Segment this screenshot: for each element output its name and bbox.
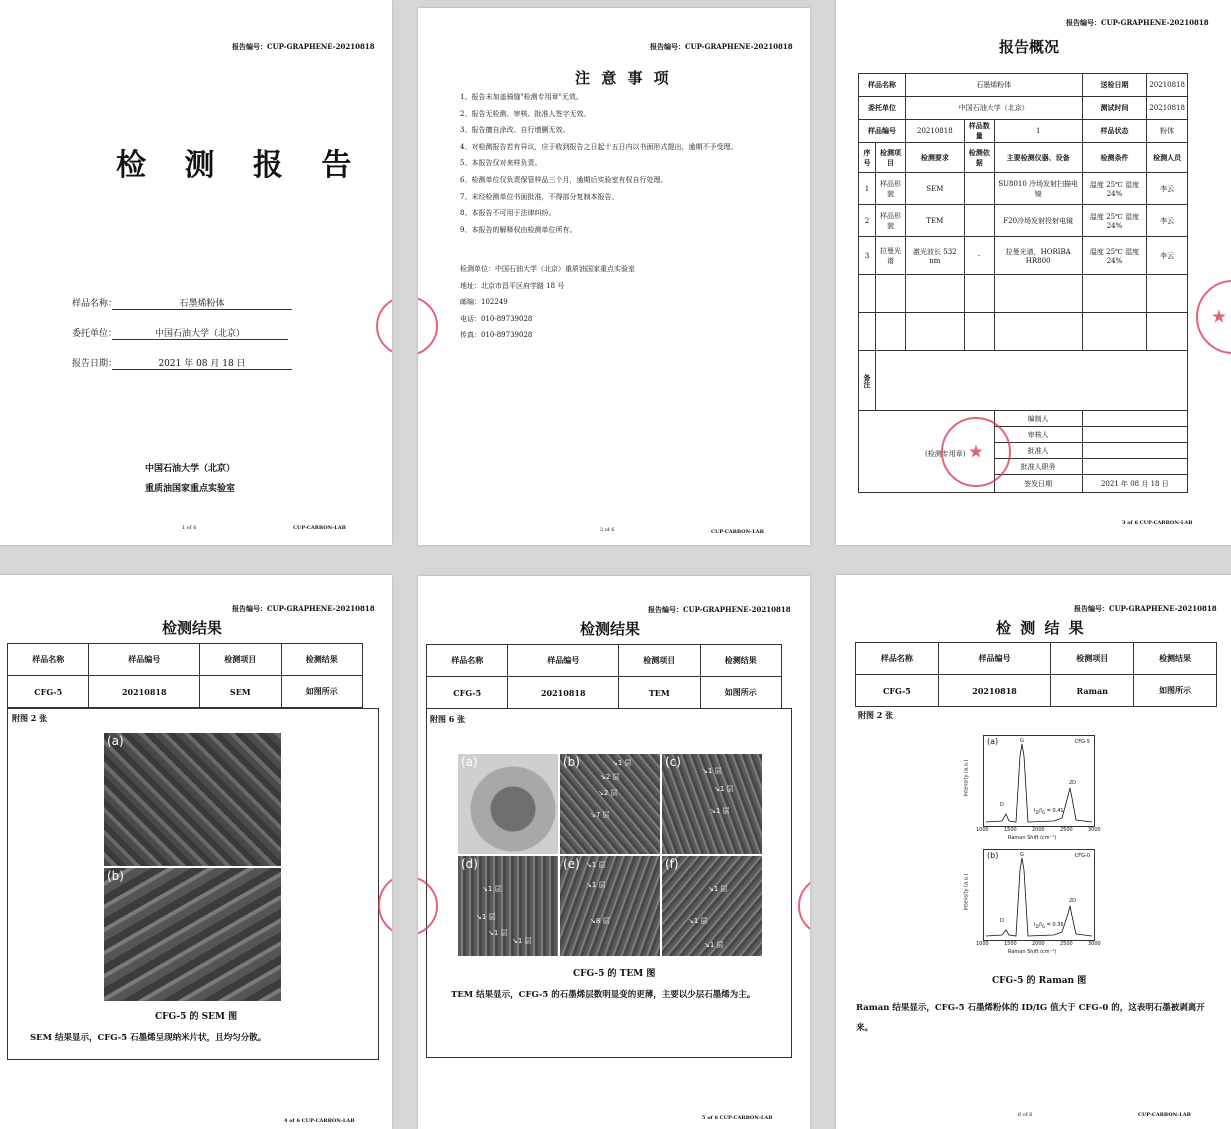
sample-name-value: 石墨烯粉体	[112, 296, 292, 310]
sign-label: 编制人	[994, 411, 1082, 427]
client-value: 中国石油大学（北京）	[112, 326, 288, 340]
y-axis-label: Intensity (a.u.)	[963, 873, 970, 911]
row-equip: SU8010 冷场发射扫描电镜	[994, 173, 1082, 205]
sign-label: 签发日期	[994, 475, 1082, 493]
report-number: 报告编号：CUP-GRAPHENE-20210818	[650, 42, 793, 51]
figure-caption: CFG-5 的 Raman 图	[992, 976, 1087, 986]
x-tick-label: 3000	[1088, 827, 1101, 833]
sample-name-label: 样品名称：	[72, 299, 118, 309]
seal-stamp-icon	[418, 296, 438, 356]
notice-item: 8、本报告不可用于法律纠纷。	[460, 209, 556, 218]
page-cover	[0, 0, 392, 545]
cell-value: 石墨烯粉体	[905, 74, 1082, 97]
row-no: 3	[859, 237, 876, 275]
row-equip: 拉曼光谱，HORIBA HR800	[994, 237, 1082, 275]
row-req: 激光波长 532 nm	[905, 237, 964, 275]
y-axis-label: Intensity (a.u.)	[963, 759, 970, 797]
value-cell: 如图所示	[700, 677, 781, 709]
cover-sample-row	[72, 296, 225, 309]
ratio-label: $I_D/I_G = 0.36$	[1034, 922, 1064, 929]
report-number: 报告编号：CUP-GRAPHENE-20210818	[1066, 18, 1209, 27]
client-label: 委托单位：	[72, 329, 118, 339]
result-title: 检 测 结 果	[996, 619, 1086, 637]
value-cell: CFG-5	[8, 676, 89, 708]
peak-d: D	[1000, 918, 1004, 924]
footer-lab: CUP-CARBON-LAB	[1138, 1112, 1191, 1118]
fig-label: (b)	[987, 851, 999, 860]
date-label: 报告日期：	[72, 359, 118, 369]
layer-arrow-label: ↘1 层	[488, 929, 508, 937]
cell-value: 粉体	[1147, 120, 1188, 143]
header-cell: 检测结果	[281, 644, 362, 676]
layer-arrow-label: ↘1 层	[710, 807, 730, 815]
layer-arrow-label: ↘7 层	[590, 811, 610, 819]
cell-value: 20210818	[1147, 74, 1188, 97]
footer: 3 of 6 CUP-CARBON-LAB	[1122, 520, 1193, 526]
table-row-empty	[859, 275, 1188, 313]
header-cell: 检测人员	[1147, 143, 1188, 173]
layer-arrow-label: ↘1 层	[586, 861, 606, 869]
layer-arrow-label: ↘1 层	[702, 767, 722, 775]
header-cell: 序号	[859, 143, 876, 173]
cover-title: 检 测 报 告	[116, 148, 366, 183]
conclusion: SEM 结果显示，CFG-5 石墨烯呈现纳米片状，且均匀分散。	[30, 1033, 267, 1043]
x-tick-label: 2000	[1032, 827, 1045, 833]
x-tick-label: 1000	[976, 827, 989, 833]
cell-label: 委托单位	[859, 97, 906, 120]
fig-label: (c)	[665, 755, 681, 769]
report-number: 报告编号：CUP-GRAPHENE-20210818	[232, 42, 375, 51]
value-cell: Raman	[1051, 675, 1134, 707]
fig-label: (a)	[107, 734, 124, 748]
series-tag: CFG-0	[1074, 853, 1090, 859]
x-tick-label: 1500	[1004, 827, 1017, 833]
contact-line: 电话：010-89739028	[460, 314, 533, 323]
tem-image	[560, 754, 660, 854]
tem-image	[458, 754, 558, 854]
org-line1: 中国石油大学（北京）	[145, 464, 236, 474]
overview-title: 报告概况	[999, 38, 1060, 56]
header-cell: 检测结果	[1134, 643, 1217, 675]
sem-image-b	[104, 868, 281, 1001]
row-basis	[964, 173, 994, 205]
cell-label: 样品名称	[859, 74, 906, 97]
value-cell: TEM	[619, 677, 700, 709]
contact-line: 传真：010-89739028	[460, 331, 533, 340]
tem-image	[662, 754, 762, 854]
fig-label: (e)	[563, 857, 580, 871]
header-cell: 检测项目	[200, 644, 281, 676]
cell-value: 20210818	[905, 120, 964, 143]
value-cell: CFG-5	[427, 677, 508, 709]
row-equip: F20冷场发射投射电镜	[994, 205, 1082, 237]
seal-stamp-icon	[798, 876, 810, 936]
conclusion: Raman 结果显示，CFG-5 石墨烯粉体的 ID/IG 值大于 CFG-0 的，这表明石墨被剥离开来。	[856, 1003, 1205, 1033]
row-req: SEM	[905, 173, 964, 205]
seal-stamp-icon: ★	[941, 417, 1011, 487]
peak-2d: 2D	[1069, 780, 1077, 786]
layer-arrow-label: ↘1 层	[704, 941, 724, 949]
header-cell: 检测项目	[619, 645, 700, 677]
peak-g: G	[1020, 852, 1024, 858]
sign-label: 批准人	[994, 443, 1082, 459]
result-table	[7, 643, 363, 708]
date-value: 2021 年 08 月 18 日	[112, 356, 292, 370]
page-sem	[0, 575, 392, 1129]
footer-page: 1 of 6	[182, 525, 197, 531]
sem-image-a	[104, 733, 281, 866]
sign-label: 批准人职务	[994, 459, 1082, 475]
notice-item: 3、报告擅自涂改、自行增删无效。	[460, 126, 570, 135]
value-cell: 20210818	[89, 676, 200, 708]
cell-label: 测试时间	[1082, 97, 1147, 120]
header-cell: 检测条件	[1082, 143, 1147, 173]
overview-table	[858, 73, 1188, 493]
layer-arrow-label: ↘1 层	[714, 785, 734, 793]
result-table	[426, 644, 782, 709]
figure-caption: CFG-5 的 SEM 图	[155, 1012, 238, 1022]
header-cell: 样品编号	[508, 645, 619, 677]
table-row	[859, 205, 1188, 237]
result-title: 检测结果	[580, 620, 641, 638]
layer-arrow-label: ↘1 层	[476, 913, 496, 921]
notice-item: 5、本报告仅对来样负责。	[460, 159, 542, 168]
x-tick-label: 2500	[1060, 941, 1073, 947]
footer-lab: CUP-CARBON-LAB	[711, 529, 764, 535]
layer-arrow-label: ↘1 层	[688, 917, 708, 925]
x-tick-label: 2500	[1060, 827, 1073, 833]
x-axis-label: Raman Shift (cm⁻¹)	[1008, 949, 1057, 955]
attach-count: 附图 2 张	[858, 710, 894, 720]
layer-arrow-label: ↘2 层	[600, 773, 620, 781]
row-person: 李云	[1147, 173, 1188, 205]
cover-date-row	[72, 356, 246, 369]
footer-page: 2 of 6	[600, 527, 615, 533]
page-overview	[836, 0, 1231, 545]
org-line2: 重质油国家重点实验室	[145, 484, 236, 494]
x-tick-label: 3000	[1088, 941, 1101, 947]
x-tick-label: 2000	[1032, 941, 1045, 947]
notice-title: 注 意 事 项	[575, 69, 672, 87]
row-req: TEM	[905, 205, 964, 237]
peak-g: G	[1020, 738, 1024, 744]
x-axis-label: Raman Shift (cm⁻¹)	[1008, 835, 1057, 841]
header-cell: 检测依据	[964, 143, 994, 173]
header-cell: 样品名称	[427, 645, 508, 677]
row-person: 李云	[1147, 237, 1188, 275]
row-person: 李云	[1147, 205, 1188, 237]
notice-item: 4、对检测报告若有异议，应于收到报告之日起十五日内以书面形式提出，逾期不予受理。	[460, 142, 738, 151]
header-cell: 检测项目	[876, 143, 906, 173]
attach-count: 附图 6 张	[430, 714, 466, 724]
tem-image	[662, 856, 762, 956]
seal-stamp-icon	[378, 873, 392, 937]
result-title: 检测结果	[162, 619, 223, 637]
stamp-label: (检测专用章)	[925, 450, 966, 458]
result-table	[855, 642, 1217, 707]
row-item: 样品形貌	[876, 205, 906, 237]
header-cell: 样品编号	[938, 643, 1050, 675]
report-number: 报告编号：CUP-GRAPHENE-20210818	[232, 604, 375, 613]
series-tag: CFG-5	[1074, 739, 1090, 745]
header-cell: 样品名称	[856, 643, 939, 675]
tem-image	[560, 856, 660, 956]
notice-item: 9、本报告的解释权由检测单位所有。	[460, 225, 577, 234]
page-tem	[418, 576, 810, 1129]
row-item: 样品形貌	[876, 173, 906, 205]
table-row-empty	[859, 313, 1188, 351]
sign-label: 审核人	[994, 427, 1082, 443]
row-cond: 温度 25℃ 湿度 24%	[1082, 205, 1147, 237]
header-cell: 样品编号	[89, 644, 200, 676]
page-notice	[418, 8, 810, 545]
attach-count: 附图 2 张	[12, 713, 48, 723]
notice-item: 6、检测单位仅负责保管样品三个月，逾期后实验室有权自行处理。	[460, 176, 668, 184]
fig-label: (a)	[987, 737, 999, 746]
raman-plot-a	[983, 735, 1095, 827]
layer-arrow-label: ↘1 层	[512, 937, 532, 945]
notice-item: 2、报告无检测、审核、批准人签字无效。	[460, 109, 591, 118]
cell-value: 20210818	[1147, 97, 1188, 120]
conclusion: TEM 结果显示，CFG-5 的石墨烯层数明显变的更薄，主要以少层石墨烯为主。	[451, 990, 756, 1000]
layer-arrow-label: ↘1 层	[708, 885, 728, 893]
cell-value: 1	[994, 120, 1082, 143]
table-row	[859, 237, 1188, 275]
footer: 4 of 6 CUP-CARBON-LAB	[284, 1118, 355, 1124]
ratio-label: $I_D/I_G = 0.41$	[1034, 808, 1064, 815]
tem-image	[458, 856, 558, 956]
contact-line: 邮编：102249	[460, 298, 508, 307]
footer-page: 6 of 6	[1018, 1112, 1033, 1118]
row-basis: -	[964, 237, 994, 275]
row-no: 1	[859, 173, 876, 205]
cell-value: 中国石油大学（北京）	[905, 97, 1082, 120]
cell-label: 样品状态	[1082, 120, 1147, 143]
value-cell: 如图所示	[1134, 675, 1217, 707]
header-cell: 检测结果	[700, 645, 781, 677]
table-row	[859, 173, 1188, 205]
footer: 5 of 6 CUP-CARBON-LAB	[702, 1115, 773, 1121]
page-raman	[836, 575, 1231, 1129]
peak-d: D	[1000, 802, 1004, 808]
peak-2d: 2D	[1069, 898, 1077, 904]
fig-label: (b)	[107, 869, 124, 883]
contact-line: 地址：北京市昌平区府学路 18 号	[460, 281, 565, 290]
row-no: 2	[859, 205, 876, 237]
seal-stamp-icon	[376, 296, 392, 356]
value-cell: CFG-5	[856, 675, 939, 707]
remark-label: 备注	[859, 351, 876, 411]
row-item: 拉曼光谱	[876, 237, 906, 275]
layer-arrow-label: ↘2 层	[598, 789, 618, 797]
fig-label: (b)	[563, 755, 580, 769]
notice-item: 1、报告未加盖骑缝"检测专用章"无效。	[460, 93, 583, 101]
raman-plot-b	[983, 849, 1095, 941]
layer-arrow-label: ↘1 层	[482, 885, 502, 893]
value-cell: 20210818	[508, 677, 619, 709]
header-cell: 检测项目	[1051, 643, 1134, 675]
row-cond: 温度 25℃ 湿度 24%	[1082, 237, 1147, 275]
fig-label: (d)	[461, 857, 478, 871]
value-cell: SEM	[200, 676, 281, 708]
seal-stamp-icon: ★	[1196, 280, 1231, 354]
cell-label: 送检日期	[1082, 74, 1147, 97]
report-number: 报告编号：CUP-GRAPHENE-20210818	[648, 605, 791, 614]
header-cell: 检测要求	[905, 143, 964, 173]
row-cond: 温度 25℃ 湿度 24%	[1082, 173, 1147, 205]
fig-label: (f)	[665, 857, 679, 871]
value-cell: 如图所示	[281, 676, 362, 708]
header-cell: 样品名称	[8, 644, 89, 676]
cell-label: 样品数量	[964, 120, 994, 143]
notice-item: 7、未经检测单位书面批准，不得部分复制本报告。	[460, 192, 619, 201]
issue-date: 2021 年 08 月 18 日	[1082, 475, 1187, 493]
fig-label: (a)	[461, 755, 478, 769]
footer-lab: CUP-CARBON-LAB	[293, 525, 346, 531]
layer-arrow-label: ↘1 层	[612, 759, 632, 767]
contact-line: 检测单位：中国石油大学（北京）重质油国家重点实验室	[460, 265, 635, 273]
x-tick-label: 1500	[1004, 941, 1017, 947]
cover-client-row	[72, 326, 245, 339]
layer-arrow-label: ↘1 层	[586, 881, 606, 889]
value-cell: 20210818	[938, 675, 1050, 707]
header-cell: 主要检测仪器、设备	[994, 143, 1082, 173]
row-basis	[964, 205, 994, 237]
x-tick-label: 1000	[976, 941, 989, 947]
cell-label: 样品编号	[859, 120, 906, 143]
layer-arrow-label: ↘8 层	[590, 917, 610, 925]
figure-caption: CFG-5 的 TEM 图	[573, 969, 656, 979]
report-number: 报告编号：CUP-GRAPHENE-20210818	[1074, 604, 1217, 613]
